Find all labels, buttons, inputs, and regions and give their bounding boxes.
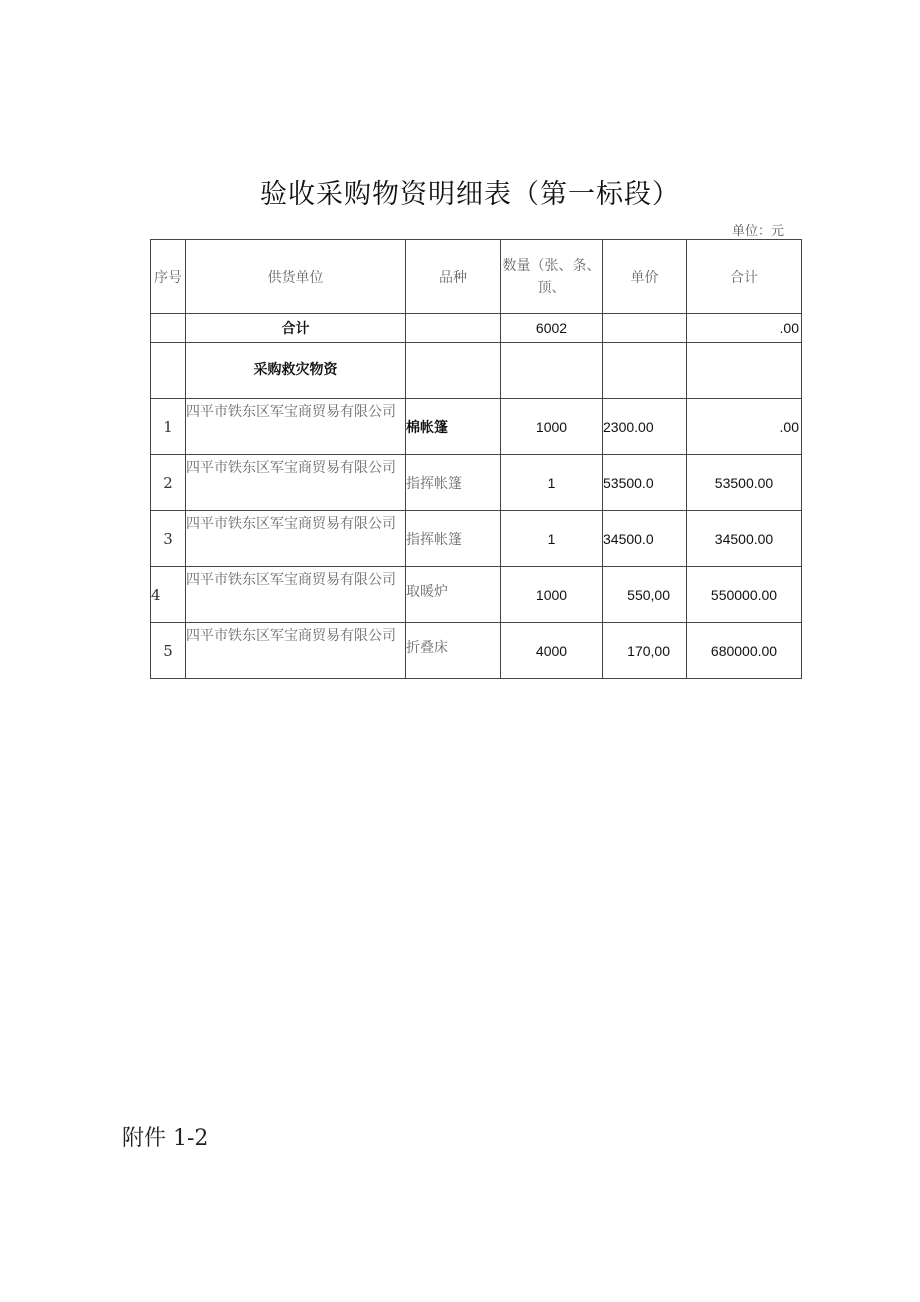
row-qty: 1000 <box>501 399 603 455</box>
header-variety: 品种 <box>406 240 501 314</box>
table-row <box>151 399 802 455</box>
row-total: 550000.00 <box>687 567 802 623</box>
row-qty: 1 <box>501 455 603 511</box>
row-qty: 4000 <box>501 623 603 679</box>
row-variety: 取暖炉 <box>406 567 501 623</box>
header-row <box>151 240 802 314</box>
unit-label: 单位：元 <box>732 224 785 239</box>
row-seq: 2 <box>151 455 186 511</box>
row-total: .00 <box>687 399 802 455</box>
row-seq: 3 <box>151 511 186 567</box>
row-supplier: 四平市铁东区军宝商贸易有限公司 <box>186 623 406 679</box>
row-qty: 1000 <box>501 567 603 623</box>
row-total: 53500.00 <box>687 455 802 511</box>
procurement-table <box>150 239 802 679</box>
row-total: 34500.00 <box>687 511 802 567</box>
table-row <box>151 567 802 623</box>
row-price: 2300.00 <box>603 399 687 455</box>
row-supplier: 四平市铁东区军宝商贸易有限公司 <box>186 511 406 567</box>
appendix-label: 附件 1-2 <box>122 1126 209 1151</box>
row-seq: 4 <box>151 567 186 623</box>
header-seq: 序号 <box>151 240 186 314</box>
section-label: 采购救灾物资 <box>186 343 406 399</box>
row-variety: 指挥帐篷 <box>406 511 501 567</box>
total-qty: 6002 <box>501 314 603 343</box>
row-seq: 5 <box>151 623 186 679</box>
header-qty: 数量（张、条、顶、 <box>501 240 603 314</box>
header-supplier: 供货单位 <box>186 240 406 314</box>
header-total: 合计 <box>687 240 802 314</box>
row-variety: 折叠床 <box>406 623 501 679</box>
row-supplier: 四平市铁东区军宝商贸易有限公司 <box>186 567 406 623</box>
row-price: 550,00 <box>603 567 687 623</box>
total-amount: .00 <box>687 314 802 343</box>
row-price: 170,00 <box>603 623 687 679</box>
table-row <box>151 623 802 679</box>
row-qty: 1 <box>501 511 603 567</box>
row-supplier: 四平市铁东区军宝商贸易有限公司 <box>186 399 406 455</box>
row-price: 53500.0 <box>603 455 687 511</box>
header-price: 单价 <box>603 240 687 314</box>
total-label: 合计 <box>186 314 406 343</box>
page-title: 验收采购物资明细表（第一标段） <box>260 179 680 210</box>
table-row <box>151 455 802 511</box>
table-row <box>151 511 802 567</box>
row-variety: 指挥帐篷 <box>406 455 501 511</box>
total-row <box>151 314 802 343</box>
section-row <box>151 343 802 399</box>
row-variety: 棉帐篷 <box>406 399 501 455</box>
row-supplier: 四平市铁东区军宝商贸易有限公司 <box>186 455 406 511</box>
row-seq: 1 <box>151 399 186 455</box>
row-price: 34500.0 <box>603 511 687 567</box>
row-total: 680000.00 <box>687 623 802 679</box>
